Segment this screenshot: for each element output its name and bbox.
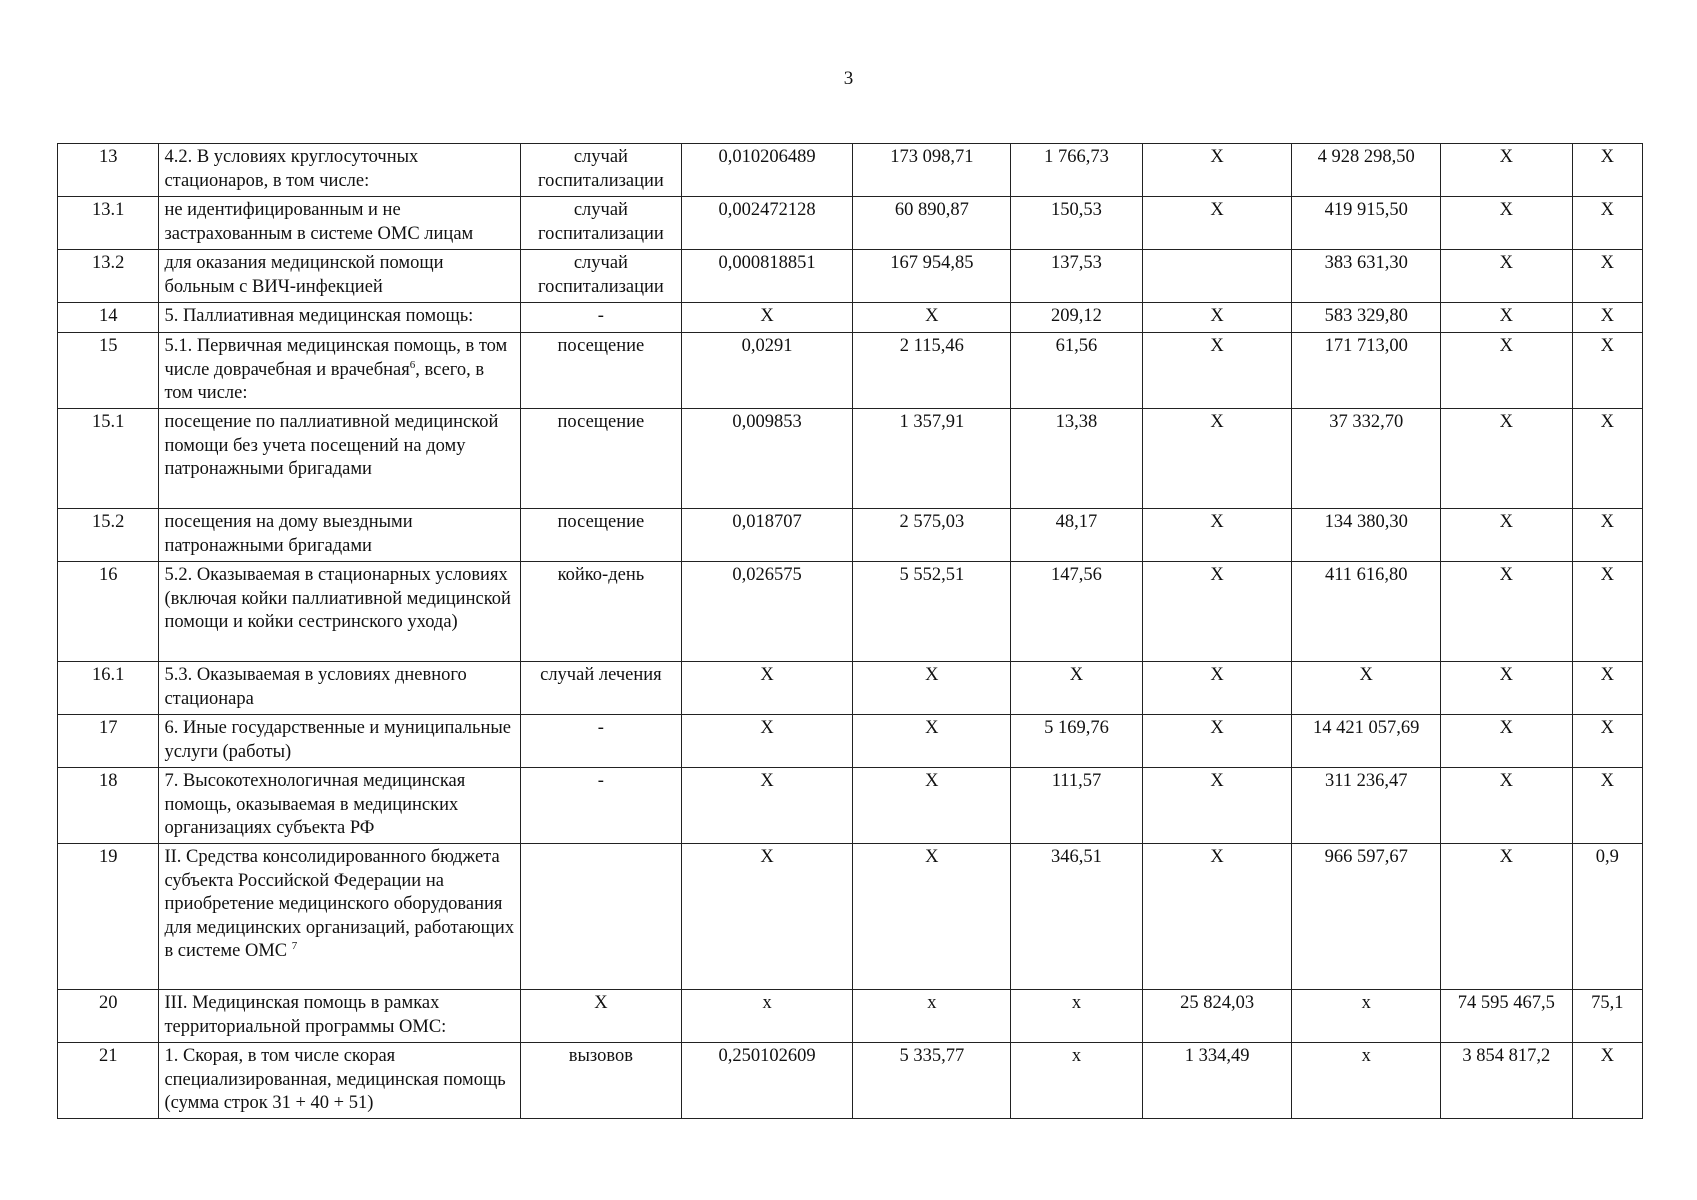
cell-col9: X	[1441, 409, 1573, 509]
cell-col10: X	[1572, 333, 1642, 409]
cell-col8: x	[1292, 1043, 1441, 1119]
cell-col7: X	[1142, 844, 1292, 990]
cell-col5: X	[853, 768, 1011, 844]
cell-col4: 0,010206489	[681, 144, 853, 197]
table-row	[58, 144, 1643, 197]
cell-col4: X	[681, 768, 853, 844]
row-description: для оказания медицинской помощи больным с ВИЧ-инфекцией	[159, 250, 521, 303]
cell-col6: 5 169,76	[1011, 715, 1143, 768]
row-number: 19	[58, 844, 159, 990]
cell-col7: X	[1142, 144, 1292, 197]
cell-col4: 0,250102609	[681, 1043, 853, 1119]
table-row	[58, 990, 1643, 1043]
row-description: 7. Высокотехнологичная медицинская помощь, оказываемая в медицинских организациях субъекта РФ	[159, 768, 521, 844]
cell-col9: 74 595 467,5	[1441, 990, 1573, 1043]
table-row	[58, 197, 1643, 250]
cell-col5: 60 890,87	[853, 197, 1011, 250]
cell-col9: X	[1441, 768, 1573, 844]
cell-col10: X	[1572, 409, 1642, 509]
cell-col5: 173 098,71	[853, 144, 1011, 197]
row-description: III. Медицинская помощь в рамках территориальной программы ОМС:	[159, 990, 521, 1043]
row-description: 1. Скорая, в том числе скорая специализированная, медицинская помощь (сумма строк 31 + 40 + 51)	[159, 1043, 521, 1119]
cell-col8: 171 713,00	[1292, 333, 1441, 409]
table-row	[58, 844, 1643, 990]
table-row	[58, 303, 1643, 333]
cell-col9: X	[1441, 250, 1573, 303]
cell-col9: X	[1441, 303, 1573, 333]
cell-col10: X	[1572, 197, 1642, 250]
cell-col7	[1142, 250, 1292, 303]
cell-col9: X	[1441, 715, 1573, 768]
cell-col8: 311 236,47	[1292, 768, 1441, 844]
row-number: 13.1	[58, 197, 159, 250]
cell-col9: X	[1441, 562, 1573, 662]
cell-col7: X	[1142, 662, 1292, 715]
row-number: 13.2	[58, 250, 159, 303]
cell-col4: 0,002472128	[681, 197, 853, 250]
row-description: не идентифицированным и не застрахованным в системе ОМС лицам	[159, 197, 521, 250]
row-description: посещения на дому выездными патронажными бригадами	[159, 509, 521, 562]
cell-col9: X	[1441, 844, 1573, 990]
cell-col8: 4 928 298,50	[1292, 144, 1441, 197]
cell-col7: X	[1142, 509, 1292, 562]
table-row	[58, 1043, 1643, 1119]
footnote-marker: 6	[409, 358, 416, 371]
cell-col6: 13,38	[1011, 409, 1143, 509]
row-unit: -	[521, 303, 682, 333]
cell-col7: X	[1142, 333, 1292, 409]
cell-col4: 0,009853	[681, 409, 853, 509]
cell-col6: 147,56	[1011, 562, 1143, 662]
cell-col7: 25 824,03	[1142, 990, 1292, 1043]
cell-col4: 0,0291	[681, 333, 853, 409]
cell-col8: 14 421 057,69	[1292, 715, 1441, 768]
row-unit	[521, 844, 682, 990]
cell-col6: 209,12	[1011, 303, 1143, 333]
cell-col7: 1 334,49	[1142, 1043, 1292, 1119]
cell-col8: X	[1292, 662, 1441, 715]
cell-col4: x	[681, 990, 853, 1043]
cell-col8: x	[1292, 990, 1441, 1043]
cell-col7: X	[1142, 303, 1292, 333]
table-row	[58, 562, 1643, 662]
cell-col5: X	[853, 662, 1011, 715]
row-unit: случай лечения	[521, 662, 682, 715]
cell-col8: 419 915,50	[1292, 197, 1441, 250]
cell-col9: X	[1441, 144, 1573, 197]
row-unit: X	[521, 990, 682, 1043]
row-description	[159, 844, 521, 990]
row-number: 15.1	[58, 409, 159, 509]
row-number: 15.2	[58, 509, 159, 562]
row-unit: случай госпитализации	[521, 197, 682, 250]
cell-col4: X	[681, 303, 853, 333]
cell-col5: 2 575,03	[853, 509, 1011, 562]
row-number: 20	[58, 990, 159, 1043]
cell-col10: X	[1572, 509, 1642, 562]
cell-col8: 383 631,30	[1292, 250, 1441, 303]
cell-col10: 75,1	[1572, 990, 1642, 1043]
row-unit: посещение	[521, 333, 682, 409]
row-number: 18	[58, 768, 159, 844]
cell-col7: X	[1142, 715, 1292, 768]
cell-col10: X	[1572, 1043, 1642, 1119]
cell-col6: x	[1011, 1043, 1143, 1119]
data-table	[57, 143, 1643, 1119]
table-row	[58, 768, 1643, 844]
row-unit: случай госпитализации	[521, 144, 682, 197]
cell-col5: x	[853, 990, 1011, 1043]
cell-col7: X	[1142, 562, 1292, 662]
cell-col10: X	[1572, 144, 1642, 197]
row-description-text-end: , всего, в том числе:	[164, 359, 485, 403]
cell-col5: 5 335,77	[853, 1043, 1011, 1119]
cell-col8: 966 597,67	[1292, 844, 1441, 990]
footnote-marker: 7	[291, 939, 298, 952]
cell-col6: 61,56	[1011, 333, 1143, 409]
row-number: 16.1	[58, 662, 159, 715]
cell-col9: X	[1441, 509, 1573, 562]
row-number: 13	[58, 144, 159, 197]
cell-col4: X	[681, 715, 853, 768]
row-unit: посещение	[521, 509, 682, 562]
cell-col10: X	[1572, 250, 1642, 303]
row-description: 5.2. Оказываемая в стационарных условиях (включая койки паллиативной медицинской помощи и койки сестринского ухода)	[159, 562, 521, 662]
row-number: 15	[58, 333, 159, 409]
row-number: 21	[58, 1043, 159, 1119]
cell-col4: 0,026575	[681, 562, 853, 662]
page-number: 3	[843, 68, 854, 89]
cell-col6: 111,57	[1011, 768, 1143, 844]
row-description: 5.3. Оказываемая в условиях дневного стационара	[159, 662, 521, 715]
cell-col4: 0,018707	[681, 509, 853, 562]
row-unit: вызовов	[521, 1043, 682, 1119]
row-description-text: 5.1. Первичная медицинская помощь, в том числе доврачебная и врачебная	[164, 336, 508, 380]
cell-col6: X	[1011, 662, 1143, 715]
cell-col6: x	[1011, 990, 1143, 1043]
table-row	[58, 409, 1643, 509]
cell-col4: X	[681, 844, 853, 990]
row-unit: -	[521, 768, 682, 844]
cell-col5: X	[853, 303, 1011, 333]
row-description: 6. Иные государственные и муниципальные услуги (работы)	[159, 715, 521, 768]
cell-col8: 411 616,80	[1292, 562, 1441, 662]
row-unit: -	[521, 715, 682, 768]
cell-col8: 583 329,80	[1292, 303, 1441, 333]
cell-col10: X	[1572, 715, 1642, 768]
table-row	[58, 715, 1643, 768]
table-row	[58, 333, 1643, 409]
table-body	[58, 144, 1643, 1119]
cell-col5: X	[853, 844, 1011, 990]
row-description: 4.2. В условиях круглосуточных стационаров, в том числе:	[159, 144, 521, 197]
cell-col8: 37 332,70	[1292, 409, 1441, 509]
cell-col5: 2 115,46	[853, 333, 1011, 409]
cell-col6: 1 766,73	[1011, 144, 1143, 197]
cell-col10: X	[1572, 768, 1642, 844]
cell-col6: 346,51	[1011, 844, 1143, 990]
cell-col7: X	[1142, 768, 1292, 844]
row-unit: посещение	[521, 409, 682, 509]
row-description: 5. Паллиативная медицинская помощь:	[159, 303, 521, 333]
cell-col5: 5 552,51	[853, 562, 1011, 662]
table-row	[58, 250, 1643, 303]
cell-col6: 48,17	[1011, 509, 1143, 562]
row-number: 14	[58, 303, 159, 333]
table-row	[58, 509, 1643, 562]
cell-col6: 137,53	[1011, 250, 1143, 303]
cell-col10: X	[1572, 662, 1642, 715]
cell-col9: X	[1441, 662, 1573, 715]
cell-col9: X	[1441, 333, 1573, 409]
row-description: посещение по паллиативной медицинской помощи без учета посещений на дому патронажными бригадами	[159, 409, 521, 509]
cell-col7: X	[1142, 197, 1292, 250]
cell-col5: 1 357,91	[853, 409, 1011, 509]
cell-col4: 0,000818851	[681, 250, 853, 303]
row-description-text: II. Средства консолидированного бюджета субъекта Российской Федерации на приобретение медицинского оборудования для медицинских организаций, работающих в системе ОМС	[164, 847, 515, 961]
row-description	[159, 333, 521, 409]
cell-col10: X	[1572, 303, 1642, 333]
row-unit: случай госпитализации	[521, 250, 682, 303]
row-number: 16	[58, 562, 159, 662]
table-row	[58, 662, 1643, 715]
cell-col8: 134 380,30	[1292, 509, 1441, 562]
cell-col7: X	[1142, 409, 1292, 509]
cell-col10: X	[1572, 562, 1642, 662]
cell-col9: X	[1441, 197, 1573, 250]
row-unit: койко-день	[521, 562, 682, 662]
row-number: 17	[58, 715, 159, 768]
cell-col4: X	[681, 662, 853, 715]
cell-col5: X	[853, 715, 1011, 768]
cell-col10: 0,9	[1572, 844, 1642, 990]
cell-col6: 150,53	[1011, 197, 1143, 250]
cell-col9: 3 854 817,2	[1441, 1043, 1573, 1119]
cell-col5: 167 954,85	[853, 250, 1011, 303]
